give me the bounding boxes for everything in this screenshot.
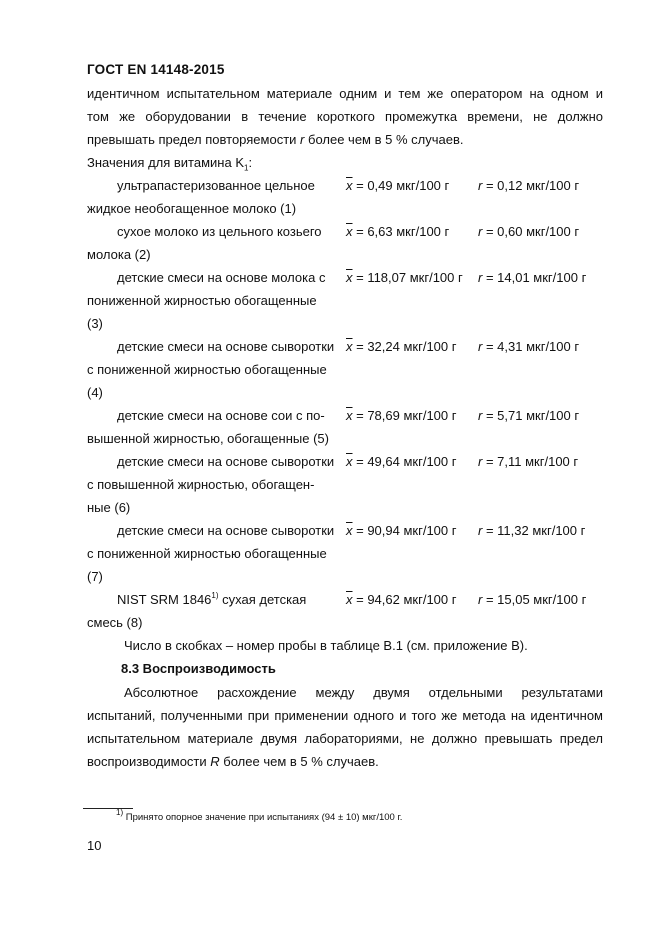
row-6-desc-line-3: ные (6) — [87, 500, 131, 515]
row-6-repeatability: r = 7,11 мкг/100 г — [478, 454, 579, 469]
repro-line-1: Абсолютное расхождение между двумя отдельными результатами — [124, 685, 603, 700]
row-8-desc-line-1: NIST SRM 1846$^{1)}$ сухая детская — [117, 590, 307, 607]
row-5-repeatability: r = 5,71 мкг/100 г — [478, 408, 580, 423]
row-5-mean: $\overline{x} = 78,69$ мкг/100 г — [346, 408, 457, 423]
row-7-desc-line-1: детские смеси на основе сыворотки — [117, 523, 335, 538]
footnote-separator — [83, 808, 133, 809]
footnote-marker: 1) — [211, 590, 219, 600]
row-1-desc-line-2: жидкое необогащенное молоко (1) — [87, 201, 297, 216]
row-2-desc-line-1: сухое молоко из цельного козьего — [117, 224, 322, 239]
row-8-mean: $\overline{x} = 94,62$ мкг/100 г — [346, 592, 457, 607]
row-3-desc-line-3: (3) — [87, 316, 103, 331]
row-8-repeatability: r = 15,05 мкг/100 г — [478, 592, 587, 607]
intro-line-2: том же оборудовании в течение короткого промежутка времени, не должно — [87, 109, 603, 124]
row-1-repeatability: r = 0,12 мкг/100 г — [478, 178, 580, 193]
row-6-mean: $\overline{x} = 49,64$ мкг/100 г — [346, 454, 457, 469]
row-8-desc-line-2: смесь (8) — [87, 615, 143, 630]
row-7-desc-line-3: (7) — [87, 569, 103, 584]
sample-number-note: Число в скобках – номер пробы в таблице В.1 (см. приложение В). — [124, 638, 528, 653]
vitamin-label: Значения для витамина $K_1$: — [87, 155, 253, 173]
row-4-repeatability: r = 4,31 мкг/100 г — [478, 339, 580, 354]
intro-line-3: превышать предел повторяемости r более чем в 5 % случаев. — [87, 132, 464, 147]
row-1-desc-line-1: ультрапастеризованное цельное — [117, 178, 315, 193]
row-4-desc-line-3: (4) — [87, 385, 103, 400]
section-heading: 8.3 Воспроизводимость — [121, 661, 276, 676]
row-5-desc-line-1: детские смеси на основе сои с по- — [117, 408, 325, 423]
document-header: ГОСТ EN 14148-2015 — [87, 62, 225, 77]
row-7-mean: $\overline{x} = 90,94$ мкг/100 г — [346, 523, 457, 538]
row-2-mean: $\overline{x} = 6,63$ мкг/100 г — [346, 224, 450, 239]
repro-line-2: испытаний, полученными при применении одного и того же метода на идентичном — [87, 708, 603, 723]
row-5-desc-line-2: вышенной жирностью, обогащенные (5) — [87, 431, 329, 446]
row-4-mean: $\overline{x} = 32,24$ мкг/100 г — [346, 339, 457, 354]
row-3-repeatability: r = 14,01 мкг/100 г — [478, 270, 587, 285]
page-number: 10 — [87, 838, 102, 853]
intro-line-1: идентичном испытательном материале одним и тем же оператором на одном и — [87, 86, 603, 101]
row-6-desc-line-1: детские смеси на основе сыворотки — [117, 454, 335, 469]
repro-line-3: испытательном материале двумя лабораториями, не должно превышать предел — [87, 731, 603, 746]
row-4-desc-line-2: с пониженной жирностью обогащенные — [87, 362, 327, 377]
row-3-mean: $\overline{x} = 118,07$ мкг/100 г — [346, 270, 463, 285]
row-7-repeatability: r = 11,32 мкг/100 г — [478, 523, 586, 538]
row-1-mean: $\overline{x} = 0,49$ мкг/100 г — [346, 178, 450, 193]
repro-line-4: воспроизводимости R более чем в 5 % случаев. — [87, 754, 379, 769]
row-6-desc-line-2: с повышенной жирностью, обогащен- — [87, 477, 315, 492]
row-2-desc-line-2: молока (2) — [87, 247, 151, 262]
footnote: $^{1)}$ Принято опорное значение при испытаниях (94 ± 10) мкг/100 г. — [116, 807, 403, 823]
row-4-desc-line-1: детские смеси на основе сыворотки — [117, 339, 335, 354]
row-3-desc-line-2: пониженной жирностью обогащенные — [87, 293, 317, 308]
row-7-desc-line-2: с пониженной жирностью обогащенные — [87, 546, 327, 561]
row-2-repeatability: r = 0,60 мкг/100 г — [478, 224, 580, 239]
row-3-desc-line-1: детские смеси на основе молока с — [117, 270, 326, 285]
